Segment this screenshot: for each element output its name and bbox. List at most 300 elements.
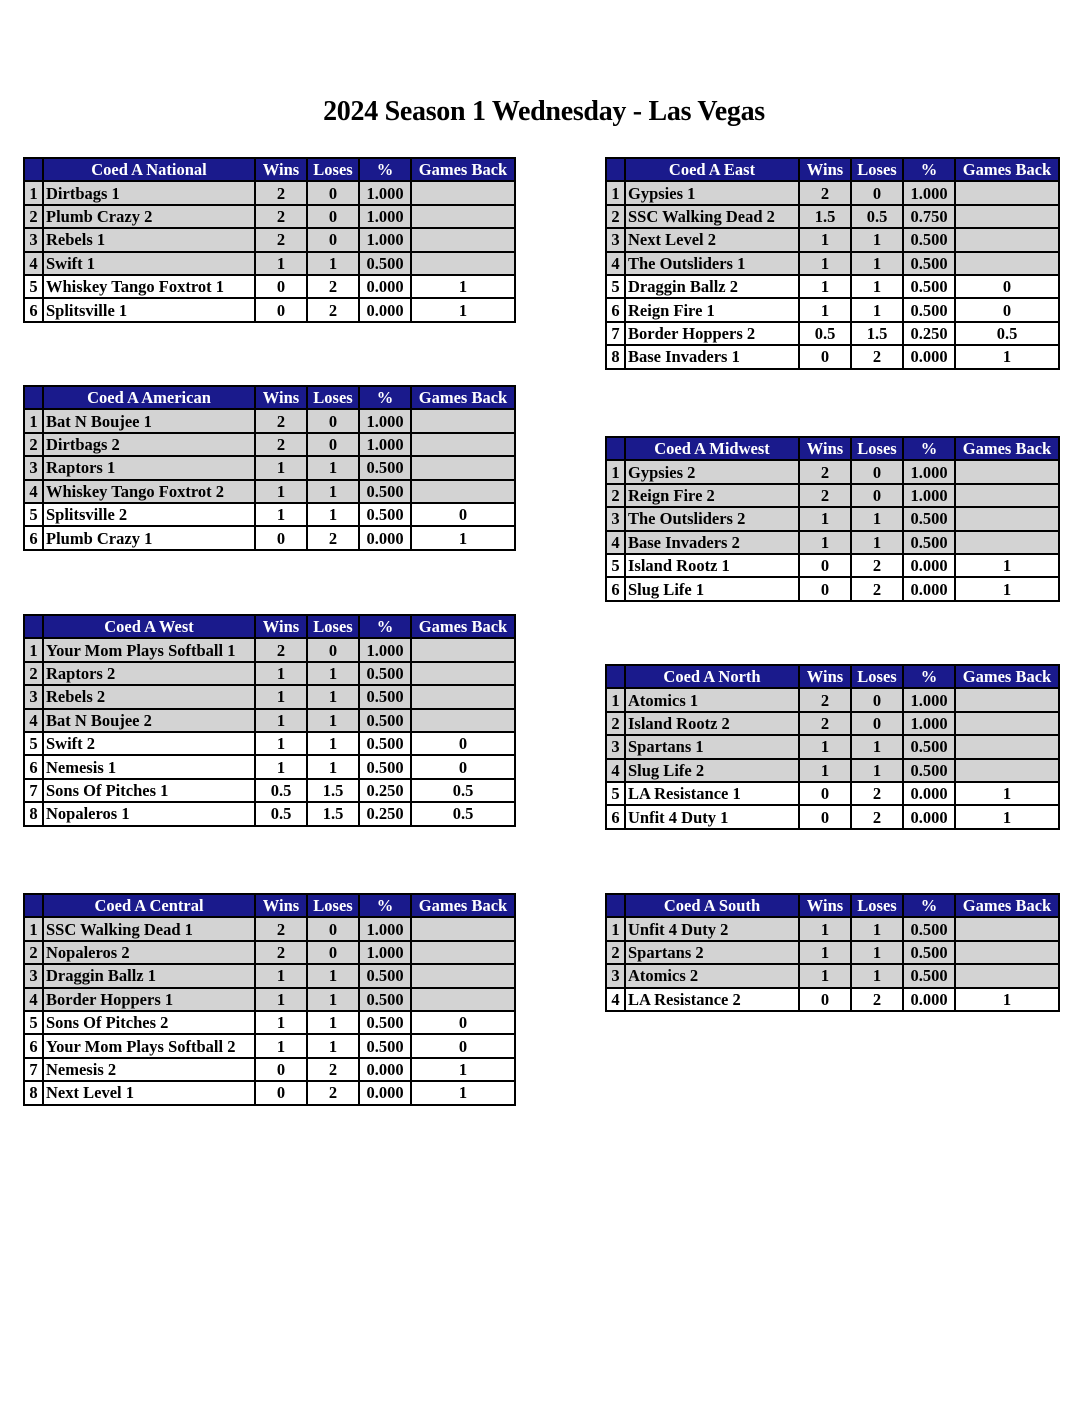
loses-cell: 0 xyxy=(851,484,903,507)
wins-cell: 0 xyxy=(799,577,851,600)
rank-cell: 5 xyxy=(606,782,625,805)
rank-cell: 5 xyxy=(606,275,625,298)
pct-cell: 1.000 xyxy=(903,712,955,735)
loses-cell: 1 xyxy=(307,1011,359,1034)
wins-cell: 1 xyxy=(255,1011,307,1034)
wins-cell: 2 xyxy=(255,181,307,204)
games-back-header: Games Back xyxy=(955,894,1059,917)
rank-cell: 2 xyxy=(24,433,43,456)
loses-cell: 0 xyxy=(851,712,903,735)
games-back-cell: 1 xyxy=(955,345,1059,368)
rank-cell: 1 xyxy=(24,409,43,432)
loses-cell: 1 xyxy=(851,275,903,298)
rank-cell: 3 xyxy=(606,735,625,758)
wins-cell: 0 xyxy=(799,345,851,368)
team-name: Base Invaders 1 xyxy=(625,345,799,368)
rank-cell: 3 xyxy=(24,456,43,479)
team-name: Nemesis 2 xyxy=(43,1058,255,1081)
games-back-cell: 1 xyxy=(955,805,1059,828)
games-back-cell xyxy=(955,484,1059,507)
pct-header: % xyxy=(359,158,411,181)
table-row xyxy=(24,181,515,204)
rank-cell: 1 xyxy=(606,181,625,204)
table-row xyxy=(24,709,515,732)
loses-cell: 1.5 xyxy=(307,802,359,825)
wins-cell: 1 xyxy=(255,480,307,503)
loses-cell: 1 xyxy=(307,755,359,778)
table-row xyxy=(606,460,1059,483)
games-back-cell xyxy=(411,433,515,456)
rank-cell: 5 xyxy=(24,732,43,755)
team-name: Bat N Boujee 2 xyxy=(43,709,255,732)
table-row xyxy=(606,805,1059,828)
team-name: Gypsies 2 xyxy=(625,460,799,483)
rank-cell: 7 xyxy=(24,779,43,802)
team-name: Whiskey Tango Foxtrot 2 xyxy=(43,480,255,503)
table-row xyxy=(24,662,515,685)
games-back-cell xyxy=(955,688,1059,711)
loses-cell: 2 xyxy=(851,782,903,805)
table-row xyxy=(24,433,515,456)
games-back-cell xyxy=(955,228,1059,251)
wins-cell: 0 xyxy=(255,1058,307,1081)
wins-cell: 1 xyxy=(255,685,307,708)
wins-cell: 1 xyxy=(799,252,851,275)
team-name: Draggin Ballz 2 xyxy=(625,275,799,298)
header-row xyxy=(606,437,1059,460)
games-back-cell xyxy=(411,917,515,940)
pct-cell: 1.000 xyxy=(903,181,955,204)
pct-cell: 0.500 xyxy=(359,503,411,526)
team-name: Reign Fire 2 xyxy=(625,484,799,507)
loses-cell: 1 xyxy=(851,964,903,987)
pct-cell: 0.500 xyxy=(359,709,411,732)
pct-cell: 0.500 xyxy=(359,480,411,503)
loses-cell: 0 xyxy=(307,941,359,964)
loses-header: Loses xyxy=(307,615,359,638)
games-back-cell: 0 xyxy=(955,275,1059,298)
rank-cell: 8 xyxy=(24,802,43,825)
team-name: Raptors 2 xyxy=(43,662,255,685)
page-title: 2024 Season 1 Wednesday - Las Vegas xyxy=(323,96,765,127)
table-row xyxy=(24,503,515,526)
wins-cell: 1 xyxy=(255,755,307,778)
pct-cell: 0.000 xyxy=(359,275,411,298)
pct-cell: 0.500 xyxy=(359,732,411,755)
table-row xyxy=(24,755,515,778)
games-back-header: Games Back xyxy=(955,158,1059,181)
games-back-header: Games Back xyxy=(411,386,515,409)
games-back-cell xyxy=(411,409,515,432)
rank-cell: 1 xyxy=(606,688,625,711)
rank-cell: 4 xyxy=(24,988,43,1011)
team-name: Spartans 1 xyxy=(625,735,799,758)
team-name: Raptors 1 xyxy=(43,456,255,479)
table-row xyxy=(606,228,1059,251)
team-name: Dirtbags 1 xyxy=(43,181,255,204)
table-row xyxy=(24,638,515,661)
table-row xyxy=(606,554,1059,577)
table-row xyxy=(24,456,515,479)
team-name: The Outsliders 1 xyxy=(625,252,799,275)
games-back-cell: 0 xyxy=(411,1011,515,1034)
rank-header xyxy=(606,158,625,181)
rank-cell: 1 xyxy=(606,460,625,483)
loses-cell: 1 xyxy=(851,735,903,758)
rank-cell: 2 xyxy=(24,205,43,228)
table-row xyxy=(606,988,1059,1011)
wins-cell: 0.5 xyxy=(255,802,307,825)
rank-cell: 2 xyxy=(606,712,625,735)
loses-header: Loses xyxy=(307,386,359,409)
pct-cell: 0.500 xyxy=(903,507,955,530)
division-table-american xyxy=(23,385,516,551)
table-row xyxy=(24,732,515,755)
pct-cell: 0.250 xyxy=(359,802,411,825)
pct-cell: 1.000 xyxy=(359,638,411,661)
pct-header: % xyxy=(359,894,411,917)
rank-cell: 6 xyxy=(606,298,625,321)
pct-cell: 1.000 xyxy=(359,181,411,204)
games-back-cell: 0.5 xyxy=(411,779,515,802)
table-row xyxy=(24,964,515,987)
pct-cell: 1.000 xyxy=(903,688,955,711)
header-row xyxy=(24,386,515,409)
pct-cell: 0.000 xyxy=(903,554,955,577)
pct-cell: 0.500 xyxy=(359,662,411,685)
table-row xyxy=(24,917,515,940)
pct-cell: 0.500 xyxy=(903,759,955,782)
loses-cell: 1 xyxy=(307,456,359,479)
wins-cell: 1 xyxy=(255,732,307,755)
games-back-header: Games Back xyxy=(955,437,1059,460)
loses-cell: 2 xyxy=(307,275,359,298)
table-row xyxy=(606,345,1059,368)
loses-cell: 1 xyxy=(307,480,359,503)
loses-header: Loses xyxy=(851,437,903,460)
rank-cell: 3 xyxy=(24,964,43,987)
table-row xyxy=(606,759,1059,782)
games-back-cell: 1 xyxy=(955,782,1059,805)
rank-cell: 4 xyxy=(606,988,625,1011)
wins-cell: 2 xyxy=(255,917,307,940)
wins-cell: 0 xyxy=(255,275,307,298)
wins-cell: 0 xyxy=(255,1081,307,1104)
games-back-cell xyxy=(411,480,515,503)
loses-cell: 2 xyxy=(307,1058,359,1081)
rank-cell: 3 xyxy=(606,228,625,251)
wins-cell: 1 xyxy=(255,252,307,275)
pct-cell: 0.000 xyxy=(359,1081,411,1104)
wins-header: Wins xyxy=(255,158,307,181)
loses-cell: 1 xyxy=(307,709,359,732)
team-name: Sons Of Pitches 2 xyxy=(43,1011,255,1034)
pct-cell: 0.000 xyxy=(359,298,411,321)
wins-cell: 1 xyxy=(255,988,307,1011)
team-name: Slug Life 2 xyxy=(625,759,799,782)
team-name: Gypsies 1 xyxy=(625,181,799,204)
pct-cell: 0.500 xyxy=(903,298,955,321)
division-table-national xyxy=(23,157,516,323)
pct-cell: 0.500 xyxy=(903,252,955,275)
pct-cell: 0.000 xyxy=(903,577,955,600)
rank-cell: 6 xyxy=(606,577,625,600)
header-row xyxy=(24,158,515,181)
team-name: Spartans 2 xyxy=(625,941,799,964)
team-name: Rebels 2 xyxy=(43,685,255,708)
header-row xyxy=(606,894,1059,917)
pct-cell: 0.000 xyxy=(903,782,955,805)
pct-cell: 1.000 xyxy=(359,433,411,456)
wins-cell: 1 xyxy=(799,275,851,298)
rank-header xyxy=(24,158,43,181)
wins-cell: 1 xyxy=(799,759,851,782)
table-row xyxy=(606,577,1059,600)
wins-cell: 2 xyxy=(799,688,851,711)
pct-cell: 0.500 xyxy=(359,1034,411,1057)
wins-cell: 0 xyxy=(799,988,851,1011)
games-back-cell: 1 xyxy=(955,577,1059,600)
wins-cell: 0 xyxy=(799,554,851,577)
rank-header xyxy=(606,894,625,917)
rank-cell: 3 xyxy=(606,964,625,987)
games-back-cell xyxy=(955,460,1059,483)
wins-header: Wins xyxy=(255,894,307,917)
rank-header xyxy=(24,894,43,917)
table-row xyxy=(606,322,1059,345)
team-name: Slug Life 1 xyxy=(625,577,799,600)
table-row xyxy=(606,964,1059,987)
team-name: Next Level 2 xyxy=(625,228,799,251)
loses-cell: 0 xyxy=(307,917,359,940)
games-back-cell xyxy=(411,456,515,479)
pct-cell: 1.000 xyxy=(903,460,955,483)
wins-cell: 1 xyxy=(255,503,307,526)
rank-cell: 2 xyxy=(606,205,625,228)
rank-cell: 8 xyxy=(606,345,625,368)
wins-cell: 2 xyxy=(255,409,307,432)
pct-header: % xyxy=(359,386,411,409)
table-row xyxy=(24,205,515,228)
wins-cell: 2 xyxy=(255,228,307,251)
wins-header: Wins xyxy=(799,894,851,917)
team-name: Plumb Crazy 2 xyxy=(43,205,255,228)
table-row xyxy=(24,252,515,275)
pct-cell: 1.000 xyxy=(359,941,411,964)
table-row xyxy=(606,252,1059,275)
games-back-cell: 0.5 xyxy=(411,802,515,825)
team-name: The Outsliders 2 xyxy=(625,507,799,530)
loses-cell: 0.5 xyxy=(851,205,903,228)
rank-cell: 4 xyxy=(606,252,625,275)
pct-cell: 0.500 xyxy=(903,275,955,298)
games-back-cell xyxy=(411,709,515,732)
team-name: Bat N Boujee 1 xyxy=(43,409,255,432)
pct-cell: 1.000 xyxy=(359,917,411,940)
rank-header xyxy=(606,437,625,460)
wins-cell: 1 xyxy=(255,456,307,479)
team-name: Atomics 1 xyxy=(625,688,799,711)
pct-cell: 0.000 xyxy=(359,526,411,549)
division-table-west xyxy=(23,614,516,827)
pct-cell: 0.500 xyxy=(903,531,955,554)
wins-cell: 2 xyxy=(255,433,307,456)
wins-cell: 1 xyxy=(799,917,851,940)
loses-cell: 1 xyxy=(851,531,903,554)
games-back-cell: 1 xyxy=(411,298,515,321)
pct-cell: 0.500 xyxy=(359,252,411,275)
team-name: Swift 1 xyxy=(43,252,255,275)
loses-cell: 1 xyxy=(307,732,359,755)
games-back-cell xyxy=(411,941,515,964)
division-name: Coed A South xyxy=(625,894,799,917)
wins-header: Wins xyxy=(255,386,307,409)
team-name: Base Invaders 2 xyxy=(625,531,799,554)
wins-cell: 1 xyxy=(799,531,851,554)
rank-cell: 7 xyxy=(24,1058,43,1081)
loses-cell: 1.5 xyxy=(307,779,359,802)
table-row xyxy=(24,409,515,432)
wins-cell: 0 xyxy=(255,526,307,549)
loses-cell: 2 xyxy=(851,988,903,1011)
header-row xyxy=(606,665,1059,688)
division-name: Coed A North xyxy=(625,665,799,688)
loses-cell: 1 xyxy=(307,503,359,526)
rank-cell: 2 xyxy=(606,941,625,964)
loses-cell: 1 xyxy=(851,917,903,940)
games-back-header: Games Back xyxy=(411,615,515,638)
games-back-cell xyxy=(955,941,1059,964)
pct-cell: 0.000 xyxy=(359,1058,411,1081)
pct-header: % xyxy=(903,894,955,917)
team-name: Border Hoppers 2 xyxy=(625,322,799,345)
team-name: Draggin Ballz 1 xyxy=(43,964,255,987)
team-name: Dirtbags 2 xyxy=(43,433,255,456)
team-name: Splitsville 1 xyxy=(43,298,255,321)
games-back-cell xyxy=(955,252,1059,275)
games-back-cell xyxy=(411,638,515,661)
team-name: Border Hoppers 1 xyxy=(43,988,255,1011)
team-name: Swift 2 xyxy=(43,732,255,755)
team-name: LA Resistance 1 xyxy=(625,782,799,805)
games-back-cell xyxy=(955,181,1059,204)
wins-header: Wins xyxy=(255,615,307,638)
team-name: Nopaleros 2 xyxy=(43,941,255,964)
loses-cell: 1.5 xyxy=(851,322,903,345)
loses-cell: 0 xyxy=(307,409,359,432)
team-name: Whiskey Tango Foxtrot 1 xyxy=(43,275,255,298)
rank-cell: 4 xyxy=(606,759,625,782)
table-row xyxy=(24,480,515,503)
pct-header: % xyxy=(359,615,411,638)
games-back-cell: 1 xyxy=(411,1081,515,1104)
pct-cell: 1.000 xyxy=(903,484,955,507)
rank-header xyxy=(24,386,43,409)
division-table-east xyxy=(605,157,1060,370)
division-name: Coed A Midwest xyxy=(625,437,799,460)
loses-cell: 0 xyxy=(307,181,359,204)
pct-cell: 0.500 xyxy=(903,917,955,940)
pct-cell: 0.750 xyxy=(903,205,955,228)
rank-cell: 6 xyxy=(24,526,43,549)
table-row xyxy=(24,779,515,802)
team-name: LA Resistance 2 xyxy=(625,988,799,1011)
games-back-cell xyxy=(955,205,1059,228)
loses-cell: 0 xyxy=(851,688,903,711)
team-name: Island Rootz 2 xyxy=(625,712,799,735)
loses-cell: 1 xyxy=(851,252,903,275)
games-back-cell xyxy=(955,712,1059,735)
wins-cell: 2 xyxy=(799,181,851,204)
table-row xyxy=(606,688,1059,711)
loses-cell: 2 xyxy=(851,805,903,828)
pct-cell: 0.500 xyxy=(359,456,411,479)
rank-cell: 3 xyxy=(606,507,625,530)
loses-header: Loses xyxy=(851,894,903,917)
division-name: Coed A West xyxy=(43,615,255,638)
games-back-cell: 0 xyxy=(411,1034,515,1057)
rank-cell: 3 xyxy=(24,685,43,708)
games-back-cell xyxy=(411,252,515,275)
division-table-midwest xyxy=(605,436,1060,602)
rank-cell: 6 xyxy=(24,298,43,321)
team-name: Rebels 1 xyxy=(43,228,255,251)
pct-cell: 0.250 xyxy=(903,322,955,345)
games-back-cell: 0 xyxy=(955,298,1059,321)
team-name: Nopaleros 1 xyxy=(43,802,255,825)
table-row xyxy=(24,941,515,964)
rank-cell: 1 xyxy=(606,917,625,940)
loses-cell: 2 xyxy=(307,298,359,321)
pct-header: % xyxy=(903,437,955,460)
division-name: Coed A East xyxy=(625,158,799,181)
rank-cell: 8 xyxy=(24,1081,43,1104)
team-name: Reign Fire 1 xyxy=(625,298,799,321)
table-row xyxy=(24,1081,515,1104)
games-back-cell xyxy=(411,685,515,708)
table-row xyxy=(24,1034,515,1057)
games-back-cell xyxy=(411,964,515,987)
team-name: Plumb Crazy 1 xyxy=(43,526,255,549)
table-row xyxy=(606,181,1059,204)
pct-cell: 0.500 xyxy=(903,941,955,964)
games-back-cell xyxy=(955,531,1059,554)
games-back-cell xyxy=(411,988,515,1011)
wins-cell: 2 xyxy=(799,712,851,735)
games-back-header: Games Back xyxy=(955,665,1059,688)
table-row xyxy=(24,1011,515,1034)
games-back-cell xyxy=(411,181,515,204)
table-row xyxy=(24,275,515,298)
rank-header xyxy=(24,615,43,638)
wins-cell: 0.5 xyxy=(255,779,307,802)
pct-cell: 0.500 xyxy=(903,228,955,251)
rank-cell: 6 xyxy=(606,805,625,828)
wins-cell: 0 xyxy=(799,805,851,828)
wins-cell: 2 xyxy=(799,484,851,507)
games-back-cell xyxy=(955,735,1059,758)
loses-cell: 1 xyxy=(307,964,359,987)
pct-cell: 0.250 xyxy=(359,779,411,802)
rank-cell: 6 xyxy=(24,1034,43,1057)
pct-cell: 0.000 xyxy=(903,988,955,1011)
games-back-cell xyxy=(411,662,515,685)
rank-cell: 4 xyxy=(24,480,43,503)
wins-cell: 1 xyxy=(799,735,851,758)
pct-cell: 0.500 xyxy=(359,964,411,987)
team-name: Island Rootz 1 xyxy=(625,554,799,577)
games-back-cell: 1 xyxy=(955,988,1059,1011)
